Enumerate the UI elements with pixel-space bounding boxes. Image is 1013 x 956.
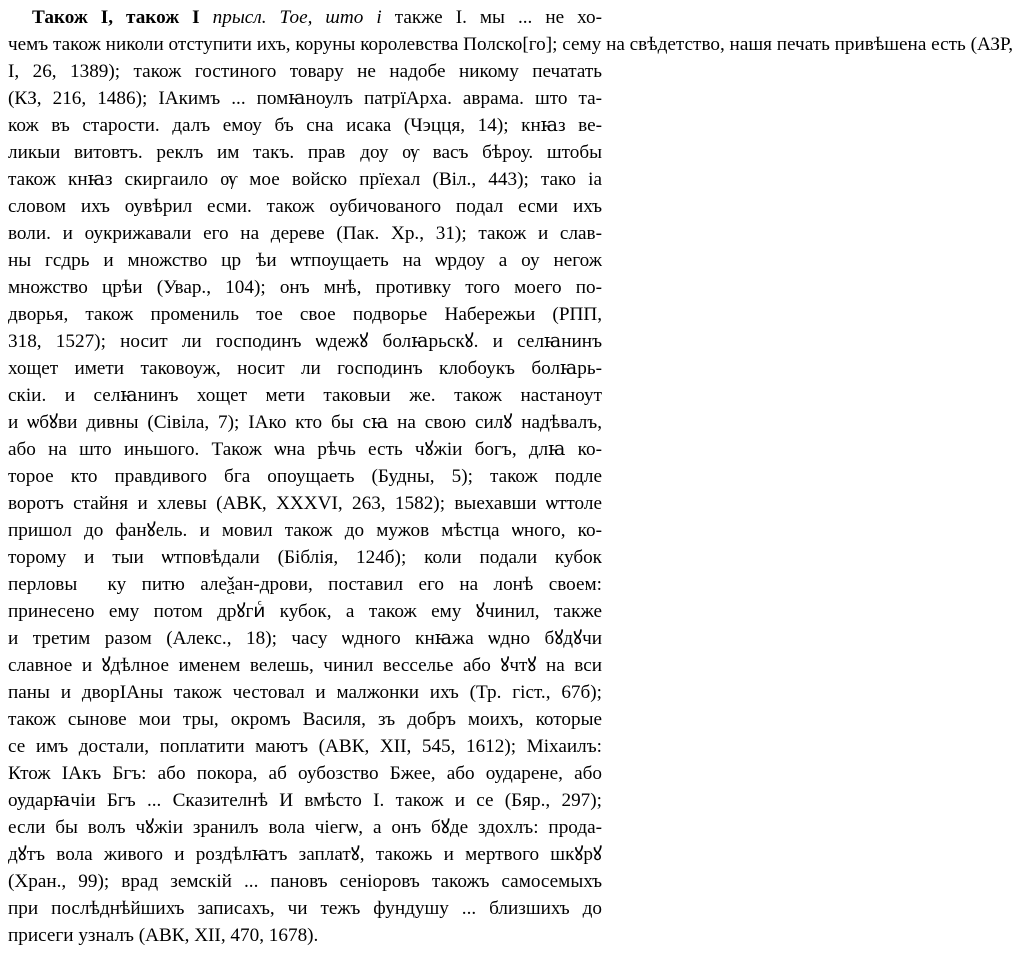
- entry-line-9: словом ихъ оувѣрил есми. також оубичованого подал есми ихъ: [8, 196, 602, 217]
- entry-line-15: хощет имети таковоуж, носит ли господинъ клобоукъ болꙗрь-: [8, 358, 602, 379]
- entry-line-4: І, 26, 1389); також гостиного товару не надобе никому печатать: [8, 61, 602, 82]
- entry-line-27: паны и дворІАны також честовал и малжонки ихъ (Тр. гіст., 67б);: [8, 682, 602, 703]
- entry-line-35: при послѣднѣйшихъ записахъ, чи тежъ фундушу ... близшихъ до: [8, 898, 602, 919]
- entry-line-34: (Хран., 99); врад земскій ... пановъ сеніоровъ такожъ самосемыхъ: [8, 871, 602, 892]
- entry-line-21: пришол до фанꙋель. и мовил також до мужов мѣстца ѡного, ко-: [8, 520, 602, 541]
- entry-line-30: Ктож ІАкъ Бгъ: або покора, аб оубозство Бжее, або оударене, або: [8, 763, 602, 784]
- entry-line-31: оударꙗчіи Бгъ ... Сказителнѣ И вмѣсто І. також и се (Бяр., 297);: [8, 790, 602, 811]
- entry-line-12: множство црѣи (Увар., 104); онъ мнѣ, противку того моего по-: [8, 277, 602, 298]
- entry-line-1: Також І, також І прысл. Тое, што і также І. мы ... не хо-: [32, 7, 602, 28]
- entry-line-29: се имъ достали, поплатити маютъ (АВК, XII, 545, 1612); Міхаилъ:: [8, 736, 602, 757]
- entry-line-28: також сынове мои тры, окромъ Василя, зъ добръ моихъ, которые: [8, 709, 602, 730]
- entry-line-7: ликыи витовтъ. реклъ им такъ. правⷭдоу ѹ васъ бѣроу. штобы: [8, 142, 602, 163]
- entry-line-11: ны гсдрь и множство црⷭѣи ѡтпоущаеть на ѡрдоу а оу негож: [8, 250, 602, 271]
- entry-line-16: скіи. и селꙗнинъ хощет мети таковыи же. також настаноут: [8, 385, 602, 406]
- entry-line-6: кож въ старости. далъ емоу бъ сна исака (Чэцця, 14); кнꙗз ве-: [8, 115, 602, 136]
- entry-line-33: дꙋтъ вола живого и роздѣлꙗтъ заплатꙋ, такожь и мертвого шкꙋрꙋ: [8, 844, 602, 865]
- headword: Також І, також І: [32, 7, 200, 28]
- entry-line-36: присеги узналъ (АВК, XII, 470, 1678).: [8, 925, 319, 946]
- entry-line-20: воротъ стайня и хлевы (АВК, XXXVI, 263, 1582); выехавши ѡттоле: [8, 493, 602, 514]
- entry-line-23: перловыⷭ ку питю алеѯан-дрови, поставил его на лонѣ своем:: [8, 574, 602, 595]
- entry-line-26: славное и ꙋдѣлное именем велешь, чинил весселье або ꙋчтꙋ на вси: [8, 655, 602, 676]
- entry-line-32: если бы волъ чꙋжіи зранилъ вола чіегѡ, а онъ бꙋде здохлъ: прода-: [8, 817, 602, 838]
- entry-line-18: або на што иньшого. Також ѡна рѣчь есть чꙋжіи богъ, длꙗ ко-: [8, 439, 602, 460]
- entry-line-8: також кнꙗз скиргаило ѹ мое войско прїехал (Віл., 443); тако іа: [8, 169, 602, 190]
- entry-line-5: (КЗ, 216, 1486); ІАкимъ ... помꙗноулъ патрїАрха. аврама. што та-: [8, 88, 602, 109]
- entry-line-10: воли. и оукрижавали его на дереве (Пак. Хр., 31); також и слав-: [8, 223, 602, 244]
- entry-line-14: 318, 1527); носит ли господинъ ѡдежꙋ болꙗрьскꙋ. и селꙗнинъ: [8, 331, 602, 352]
- entry-line-24: принесено ему потом дрꙋгиⷭ кубок, а також ему ꙋчинил, также: [8, 601, 602, 622]
- entry-line-17: и ѡбꙋви дивны (Сівіла, 7); ІАко кто бы сꙗ на свою силꙋ надѣвалъ,: [8, 412, 602, 433]
- entry-line-19: торое кто правдивого бга опоущаеть (Будны, 5); також подле: [8, 466, 602, 487]
- dictionary-entry: [8, 4, 1013, 949]
- entry-line-22: торому и тыи ѡтповѣдали (Біблія, 124б); коли подали кубок: [8, 547, 602, 568]
- entry-line-2: чемъ також николи отступити ихъ, коруны королевства Полско[го]; сему на свѣдетство, нашя печать привѣшена есть (АЗР,: [8, 34, 1013, 55]
- entry-line-25: и третим разом (Алекс., 18); часу ѡдного кнꙗжа ѡдно бꙋдꙋчи: [8, 628, 602, 649]
- pos-label: прысл. Тое, што і: [212, 7, 382, 28]
- entry-line-13: дворья, також промениль тое свое подворье Набережьи (РПП,: [8, 304, 602, 325]
